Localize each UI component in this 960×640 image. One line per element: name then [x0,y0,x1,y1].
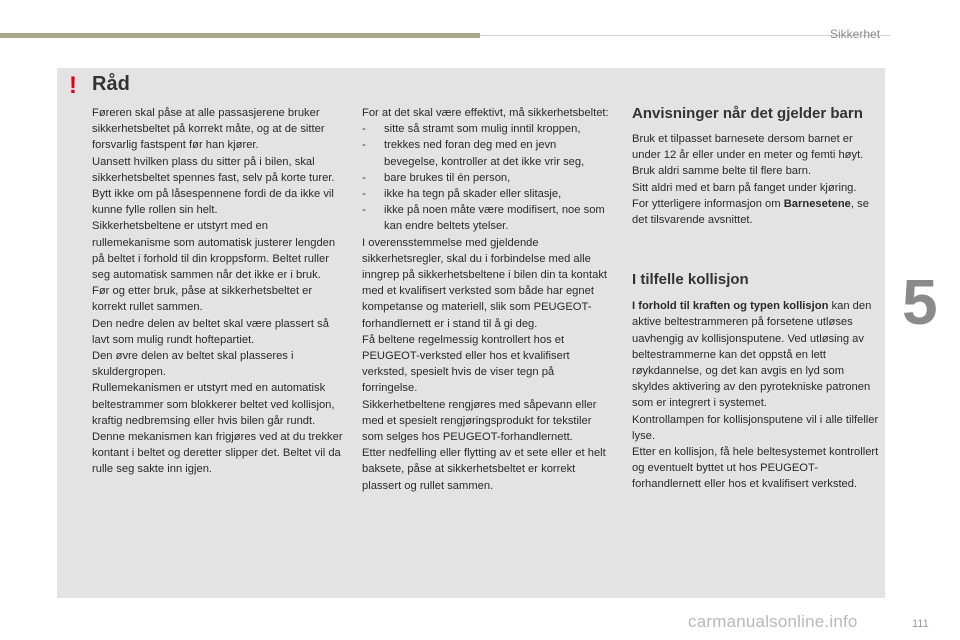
advice-column-3 [632,105,882,493]
children-heading: Anvisninger når det gjelder barn [632,105,863,122]
page-number: 111 [912,618,929,630]
paragraph: Rullemekanismen er utstyrt med en automatisk beltestrammer som blokkerer beltet ved kollisjon, kraftig nedbremsing eller hvis bilen går rundt. Denne mekanismen kan frigjøres ved at du trekker kontant i beltet og deretter slipper det. Beltet vil da rulle seg sakte inn igjen. [92,382,343,476]
paragraph: Føreren skal påse at alle passasjerene bruker sikkerhetsbeltet på korrekt måte, og at de sitter forsvarlig fastspent før han kjører. [92,107,325,152]
panel-title: Råd [92,73,130,95]
paragraph: Uansett hvilken plass du sitter på i bilen, skal sikkerhetsbeltet spennes fast, selv på korte turer. [92,155,335,184]
paragraph: Sikkerhetbeltene rengjøres med såpevann eller med et spesielt rengjøringsprodukt for tekstiler som selges hos PEUGEOT-forhandlernett. [362,398,597,444]
paragraph: Bruk aldri samme belte til flere barn. [632,165,812,178]
list-item: - ikke på noen måte være modifisert, noe som kan endre beltets ytelser. [362,204,605,233]
section-name: Sikkerhet [830,27,881,41]
paragraph: Etter nedfelling eller flytting av et sete eller et helt baksete, påse at sikkerhetsbeltet er korrekt plassert og rullet sammen. [362,447,606,492]
paragraph: Bytt ikke om på låsespennene fordi de da ikke vil kunne fylle rollen sin helt. [92,188,334,217]
paragraph: Etter en kollisjon, få hele beltesystemet kontrollert og eventuelt byttet ut hos PEUGEOT-forhandlernett eller hos et kvalifisert verksted. [632,446,879,491]
paragraph: Sitt aldri med et barn på fanget under kjøring. [632,181,857,194]
paragraph: Før og etter bruk, påse at sikkerhetsbeltet er korrekt rullet sammen. [92,285,313,314]
chapter-number: 5 [902,266,938,338]
paragraph: Den øvre delen av beltet skal plasseres i skuldergropen. [92,350,294,379]
paragraph: Bruk et tilpasset barnesete dersom barnet er under 12 år eller under en meter og femti høyt. [632,133,864,162]
advice-column-2 [362,105,612,494]
paragraph: Sikkerhetsbeltene er utstyrt med en rullemekanisme som automatisk justerer lengden på beltet i forhold til din kroppsform. Beltet ruller seg automatisk sammen når det ikke er i bruk. [92,220,336,282]
list-item: - bare brukes til én person, [362,171,511,184]
list-item: - sitte så stramt som mulig inntil kroppen, [362,123,581,136]
exclamation-warning-icon: ! [69,72,77,99]
child-seats-reference: Barnesetene [783,197,851,210]
paragraph: Få beltene regelmessig kontrollert hos et PEUGEOT-verksted eller hos et kvalifisert verksted, spesielt hvis de viser tegn på forringelse. [362,333,570,395]
paragraph: Den nedre delen av beltet skal være plassert så lavt som mulig rundt hoftepartiet. [92,317,329,346]
list-item: - trekkes ned foran deg med en jevn bevegelse, kontroller at det ikke vrir seg, [362,139,585,168]
advice-column-1 [92,105,344,478]
list-item: - ikke ha tegn på skader eller slitasje, [362,188,562,201]
list-intro: For at det skal være effektivt, må sikkerhetsbeltet: [362,107,609,119]
paragraph: For ytterligere informasjon om Barnesetene, se det tilsvarende avsnittet. [632,197,869,227]
paragraph: I overensstemmelse med gjeldende sikkerhetsregler, skal du i forbindelse med alle inngrep på sikkerhetsbeltene i bilen din ta kontakt med et kvalifisert verksted som både har egnet kompetanse og materiell, slik som PEUGEOT-forhandlernett er i stand til å gi deg. [362,236,608,330]
paragraph: I forhold til kraften og typen kollisjon kan den aktive beltestrammeren på forsetene utløses uavhengig av kollisjonsputene. Ved utløsing av beltestrammerne kan det oppstå en lett røykdannelse, og det kan avgis en lyd som skyldes aktivering av den pyrotekniske patronen som er integrert i systemet. [632,300,872,410]
header-accent-bar [0,33,480,38]
header-rule [480,35,890,36]
watermark: carmanualsonline.info [688,612,858,631]
paragraph: Kontrollampen for kollisjonsputene vil i alle tilfeller lyse. [632,413,879,442]
collision-heading: I tilfelle kollisjon [632,271,749,289]
